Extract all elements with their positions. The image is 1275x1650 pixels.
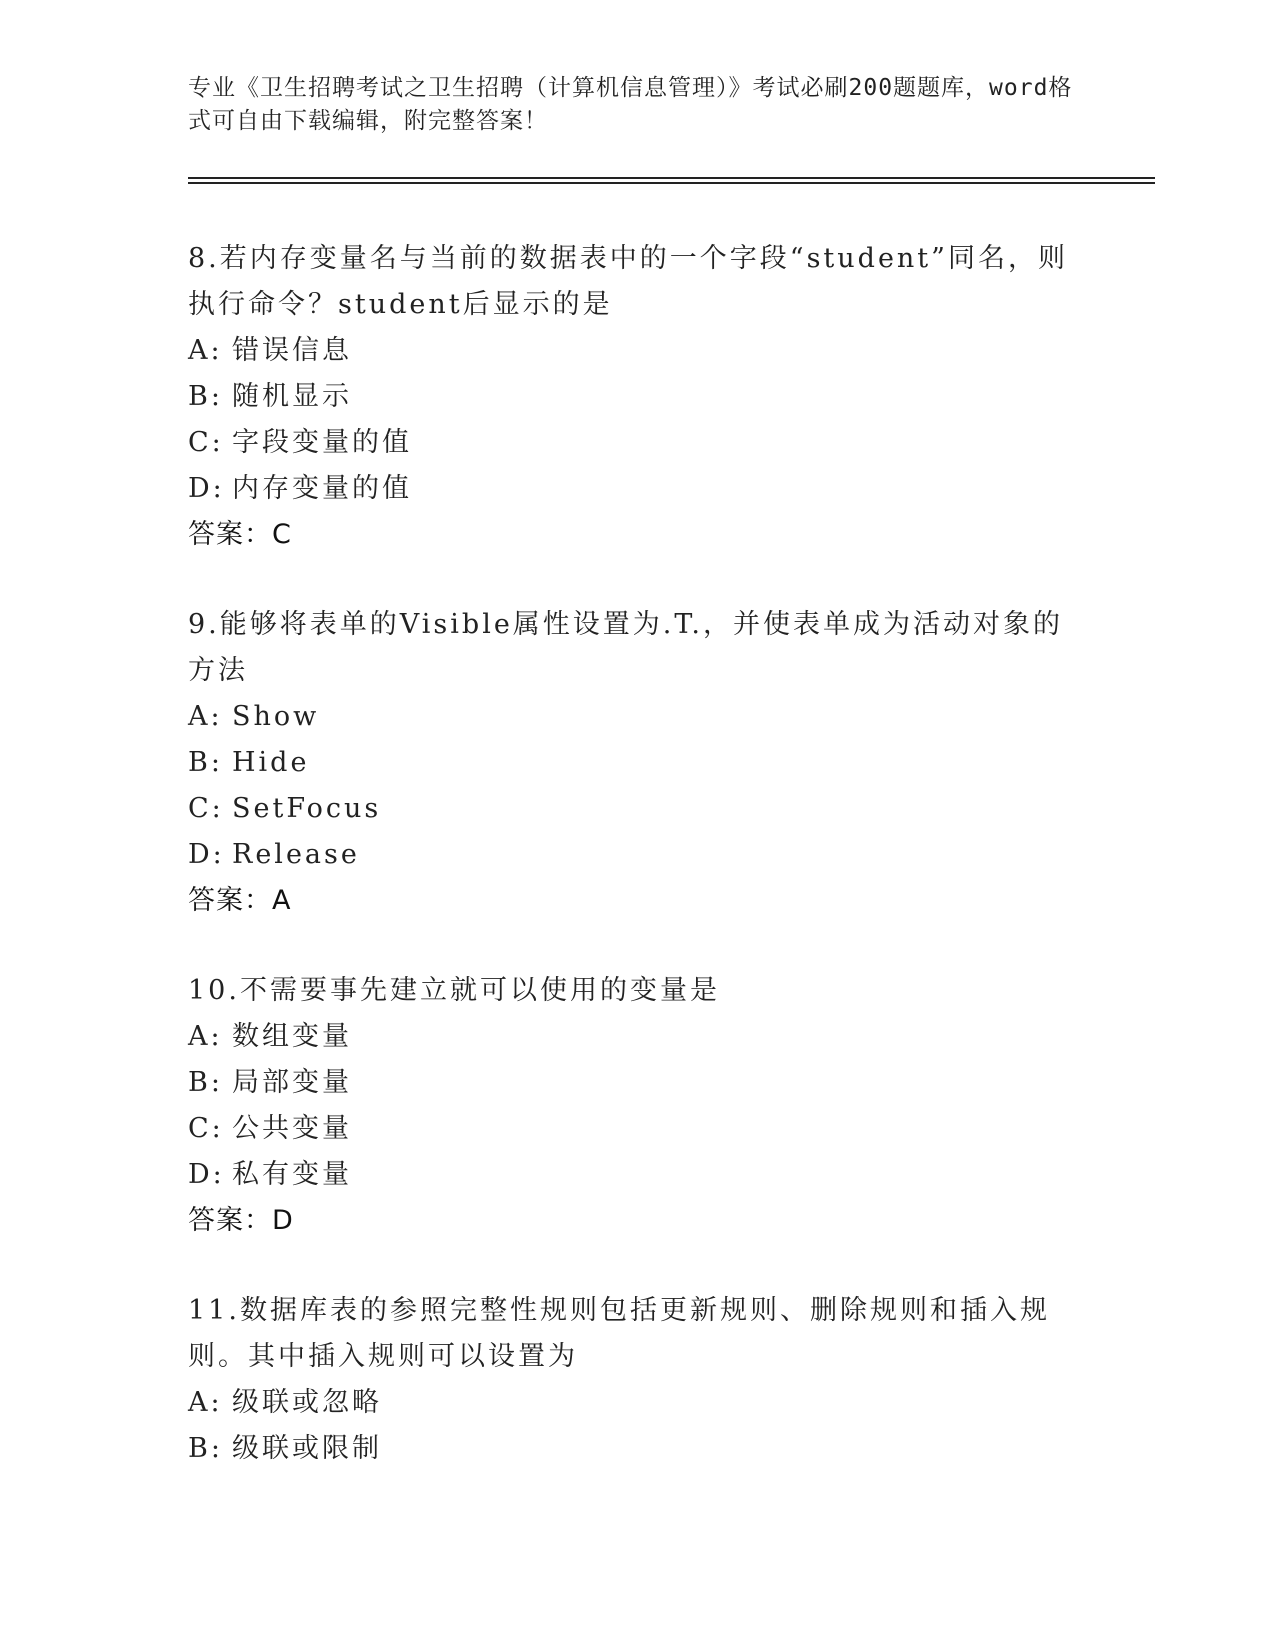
question-stem: 8.若内存变量名与当前的数据表中的一个字段“student”同名，则执行命令？student后显示的是 — [188, 243, 1068, 320]
question-11 — [188, 1288, 1088, 1472]
option-key: B: — [188, 1433, 223, 1464]
question-9 — [188, 602, 1088, 924]
question-stem: 9.能够将表单的Visible属性设置为.T.，并使表单成为活动对象的方法 — [188, 609, 1064, 686]
question-stem: 11.数据库表的参照完整性规则包括更新规则、删除规则和插入规则。其中插入规则可以设置为 — [188, 1295, 1050, 1372]
option-key: A: — [188, 701, 223, 732]
option-text: Release — [232, 839, 360, 870]
option-text: Show — [232, 701, 320, 732]
option-text: 内存变量的值 — [232, 473, 412, 504]
option-key: D: — [188, 473, 225, 504]
question-list — [188, 236, 1088, 1516]
question-stem: 10.不需要事先建立就可以使用的变量是 — [188, 975, 720, 1006]
option-a — [188, 1014, 1088, 1060]
option-a — [188, 694, 1088, 740]
option-key: D: — [188, 839, 225, 870]
header-divider-top — [188, 177, 1155, 179]
option-b — [188, 374, 1088, 420]
option-c — [188, 420, 1088, 466]
option-a — [188, 1380, 1088, 1426]
option-key: C: — [188, 1113, 224, 1144]
answer-label: 答案：A — [188, 885, 292, 916]
option-text: Hide — [232, 747, 310, 778]
option-d — [188, 832, 1088, 878]
option-b — [188, 1060, 1088, 1106]
option-key: D: — [188, 1159, 225, 1190]
option-key: B: — [188, 747, 223, 778]
question-10 — [188, 968, 1088, 1244]
option-text: SetFocus — [232, 793, 382, 824]
option-key: B: — [188, 381, 223, 412]
option-c — [188, 1106, 1088, 1152]
option-b — [188, 740, 1088, 786]
option-text: 数组变量 — [232, 1021, 352, 1052]
option-key: A: — [188, 1021, 223, 1052]
option-key: A: — [188, 335, 223, 366]
option-d — [188, 1152, 1088, 1198]
option-text: 级联或忽略 — [232, 1387, 382, 1418]
option-text: 字段变量的值 — [232, 427, 412, 458]
option-key: C: — [188, 427, 224, 458]
question-8 — [188, 236, 1088, 558]
option-text: 公共变量 — [232, 1113, 352, 1144]
option-key: C: — [188, 793, 224, 824]
option-text: 错误信息 — [232, 335, 352, 366]
option-d — [188, 466, 1088, 512]
option-a — [188, 328, 1088, 374]
answer-label: 答案：C — [188, 519, 292, 550]
header-divider-bottom — [188, 182, 1155, 184]
option-b — [188, 1426, 1088, 1472]
document-header: 专业《卫生招聘考试之卫生招聘（计算机信息管理）》考试必刷200题题库，word格式可自由下载编辑，附完整答案！ — [188, 75, 1073, 134]
answer-label: 答案：D — [188, 1205, 294, 1236]
option-text: 私有变量 — [232, 1159, 352, 1190]
option-text: 级联或限制 — [232, 1433, 382, 1464]
option-text: 随机显示 — [232, 381, 352, 412]
option-c — [188, 786, 1088, 832]
option-text: 局部变量 — [232, 1067, 352, 1098]
option-key: A: — [188, 1387, 223, 1418]
option-key: B: — [188, 1067, 223, 1098]
